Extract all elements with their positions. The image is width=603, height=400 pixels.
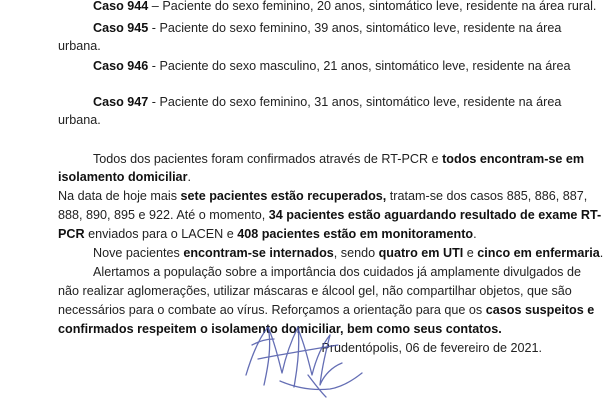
case-947-line bbox=[93, 95, 562, 110]
case-946-sep: - bbox=[148, 59, 160, 73]
case-945-cont: urbana. bbox=[58, 39, 101, 53]
summary-p1-line1 bbox=[93, 152, 585, 167]
case-944-text: Paciente do sexo feminino, 20 anos, sintomático leve, residente na área rural. bbox=[162, 0, 597, 13]
summary-p4-bold-suspects: casos suspeitos e bbox=[485, 303, 595, 317]
case-947-id: Caso 947 bbox=[93, 95, 149, 109]
case-944-sep: – bbox=[148, 0, 163, 13]
place-date: Prudentópolis, 06 de fevereiro de 2021. bbox=[321, 341, 542, 355]
summary-p4-text-a: necessários para o combate ao vírus. Reforçamos a orientação para que os bbox=[58, 303, 486, 317]
summary-p2-text-g: enviados para o LACEN e bbox=[84, 227, 238, 241]
case-946-id: Caso 946 bbox=[93, 59, 149, 73]
summary-p2-bold-recovered: sete pacientes estão recuperados, bbox=[180, 189, 387, 203]
case-944-line bbox=[93, 0, 596, 14]
summary-p4-line3 bbox=[58, 303, 595, 318]
case-946-line bbox=[93, 59, 571, 74]
summary-p3-text-a: Nove pacientes bbox=[93, 246, 184, 260]
summary-p1-period: . bbox=[187, 170, 191, 184]
summary-p3-period: . bbox=[599, 246, 603, 260]
summary-p2-line3 bbox=[58, 227, 477, 242]
case-945-line bbox=[93, 21, 562, 36]
summary-p4-bold-confirmed: confirmados respeitem o isolamento domiciliar, bem como seus contatos. bbox=[58, 322, 502, 336]
summary-p3-bold-hospitalized: encontram-se internados bbox=[183, 246, 334, 260]
case-947-sep: - bbox=[148, 95, 160, 109]
case-945-sep: - bbox=[148, 21, 160, 35]
case-945-text: Paciente do sexo feminino, 39 anos, sintomático leve, residente na área bbox=[159, 21, 562, 35]
summary-p2-text-d: 888, 890, 895 e 922. Até o momento, bbox=[58, 208, 269, 222]
summary-p2-line2 bbox=[58, 208, 602, 223]
summary-p2-bold-pcr: PCR bbox=[58, 227, 85, 241]
summary-p3-text-c: , sendo bbox=[333, 246, 379, 260]
case-947-cont: urbana. bbox=[58, 113, 101, 127]
summary-p3-line bbox=[93, 246, 603, 261]
summary-p1-text: Todos dos pacientes foram confirmados através de RT-PCR e bbox=[93, 152, 443, 166]
case-946-text: Paciente do sexo masculino, 21 anos, sintomático leve, residente na área bbox=[159, 59, 571, 73]
summary-p2-text-c: tratam-se dos casos 885, 886, 887, bbox=[386, 189, 588, 203]
summary-p3-bold-icu: quatro em UTI bbox=[378, 246, 464, 260]
case-944-id: Caso 944 bbox=[93, 0, 149, 13]
summary-p1-bold: todos encontram-se em bbox=[442, 152, 585, 166]
summary-p2-period: . bbox=[473, 227, 477, 241]
summary-p4-line2: não realizar aglomerações, utilizar máscaras e álcool gel, não compartilhar objetos, que são bbox=[58, 284, 572, 298]
case-947-text: Paciente do sexo feminino, 31 anos, sintomático leve, residente na área bbox=[159, 95, 562, 109]
summary-p2-bold-monitoring: 408 pacientes estão em monitoramento bbox=[237, 227, 474, 241]
summary-p2-bold-awaiting: 34 pacientes estão aguardando resultado de exame RT- bbox=[268, 208, 602, 222]
summary-p1-bold-cont: isolamento domiciliar bbox=[58, 170, 188, 184]
summary-p3-text-e: e bbox=[463, 246, 478, 260]
case-945-id: Caso 945 bbox=[93, 21, 149, 35]
summary-p4-line4 bbox=[58, 322, 502, 337]
summary-p3-bold-ward: cinco em enfermaria bbox=[477, 246, 600, 260]
summary-p1-line2 bbox=[58, 170, 191, 185]
summary-p2-line1 bbox=[58, 189, 588, 204]
summary-p4-line1: Alertamos a população sobre a importância dos cuidados já amplamente divulgados de bbox=[93, 265, 581, 279]
summary-p2-text-a: Na data de hoje mais bbox=[58, 189, 181, 203]
